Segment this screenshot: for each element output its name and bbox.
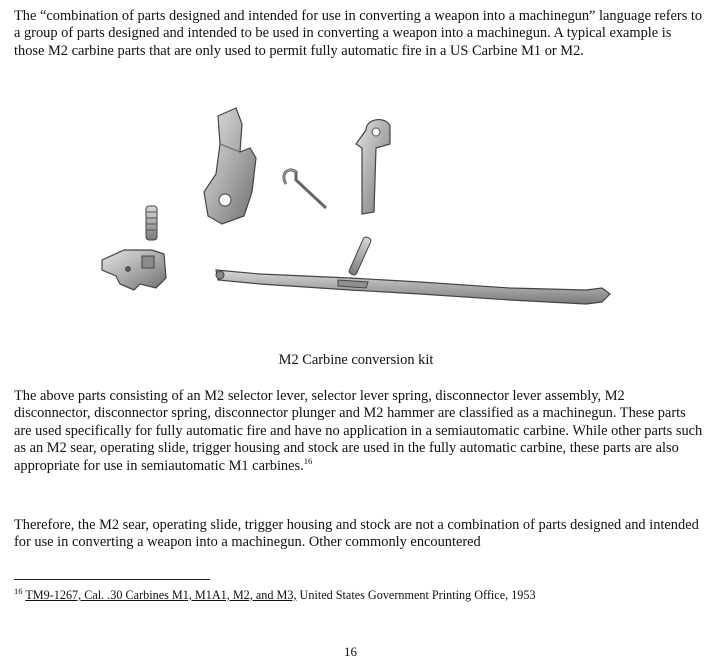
footnote-source-link[interactable]: TM9-1267, Cal. .30 Carbines M1, M1A1, M2, and M3, bbox=[25, 588, 297, 602]
paragraph-classified-parts-text: The above parts consisting of an M2 selector lever, selector lever spring, disconnector lever assembly, M2 disconnector, disconnector spring, disconnector plunger and M2 hammer are classified as a machinegun. These parts are used specifically for fully automatic fire and have no application in a semiautomatic carbine. While other parts such as an M2 sear, operating slide, trigger housing and stock are used in the fully automatic carbine, these parts are also appropriate for use in semiautomatic M1 carbines. bbox=[14, 388, 703, 474]
selector-lever-pin-part bbox=[348, 236, 372, 276]
paragraph-combination-of-parts: The “combination of parts designed and intended for use in converting a weapon into a machinegun” language refers to a group of parts designed and intended to be used in converting a weapon into a machinegun. A typical example is those M2 carbine parts that are only used to permit fully automatic fire in a US Carbine M1 or M2. bbox=[14, 8, 703, 59]
footnote-divider bbox=[14, 579, 210, 580]
footnote-publisher: United States Government Printing Office, 1953 bbox=[296, 588, 536, 602]
disconnector-plunger-part bbox=[146, 206, 157, 240]
selector-lever-spring-part bbox=[284, 170, 326, 208]
m2-carbine-kit-figure bbox=[90, 104, 630, 340]
disconnector-lever-part bbox=[356, 120, 390, 214]
figure-caption: M2 Carbine conversion kit bbox=[278, 352, 434, 368]
m2-hammer-part bbox=[204, 108, 256, 224]
paragraph-therefore: Therefore, the M2 sear, operating slide, trigger housing and stock are not a combination of parts designed and intended for use in converting a weapon into a machinegun. Other commonly encountered bbox=[14, 517, 699, 551]
footnote-number: 16 bbox=[14, 585, 23, 596]
footnote-reference[interactable]: 16 bbox=[303, 455, 313, 466]
m2-selector-lever-part bbox=[216, 270, 610, 304]
paragraph-classified-parts bbox=[14, 388, 704, 475]
page-number: 16 bbox=[344, 644, 357, 659]
footnote bbox=[14, 585, 536, 603]
m2-disconnector-part bbox=[102, 250, 166, 290]
m2-carbine-parts-illustration bbox=[90, 104, 630, 340]
